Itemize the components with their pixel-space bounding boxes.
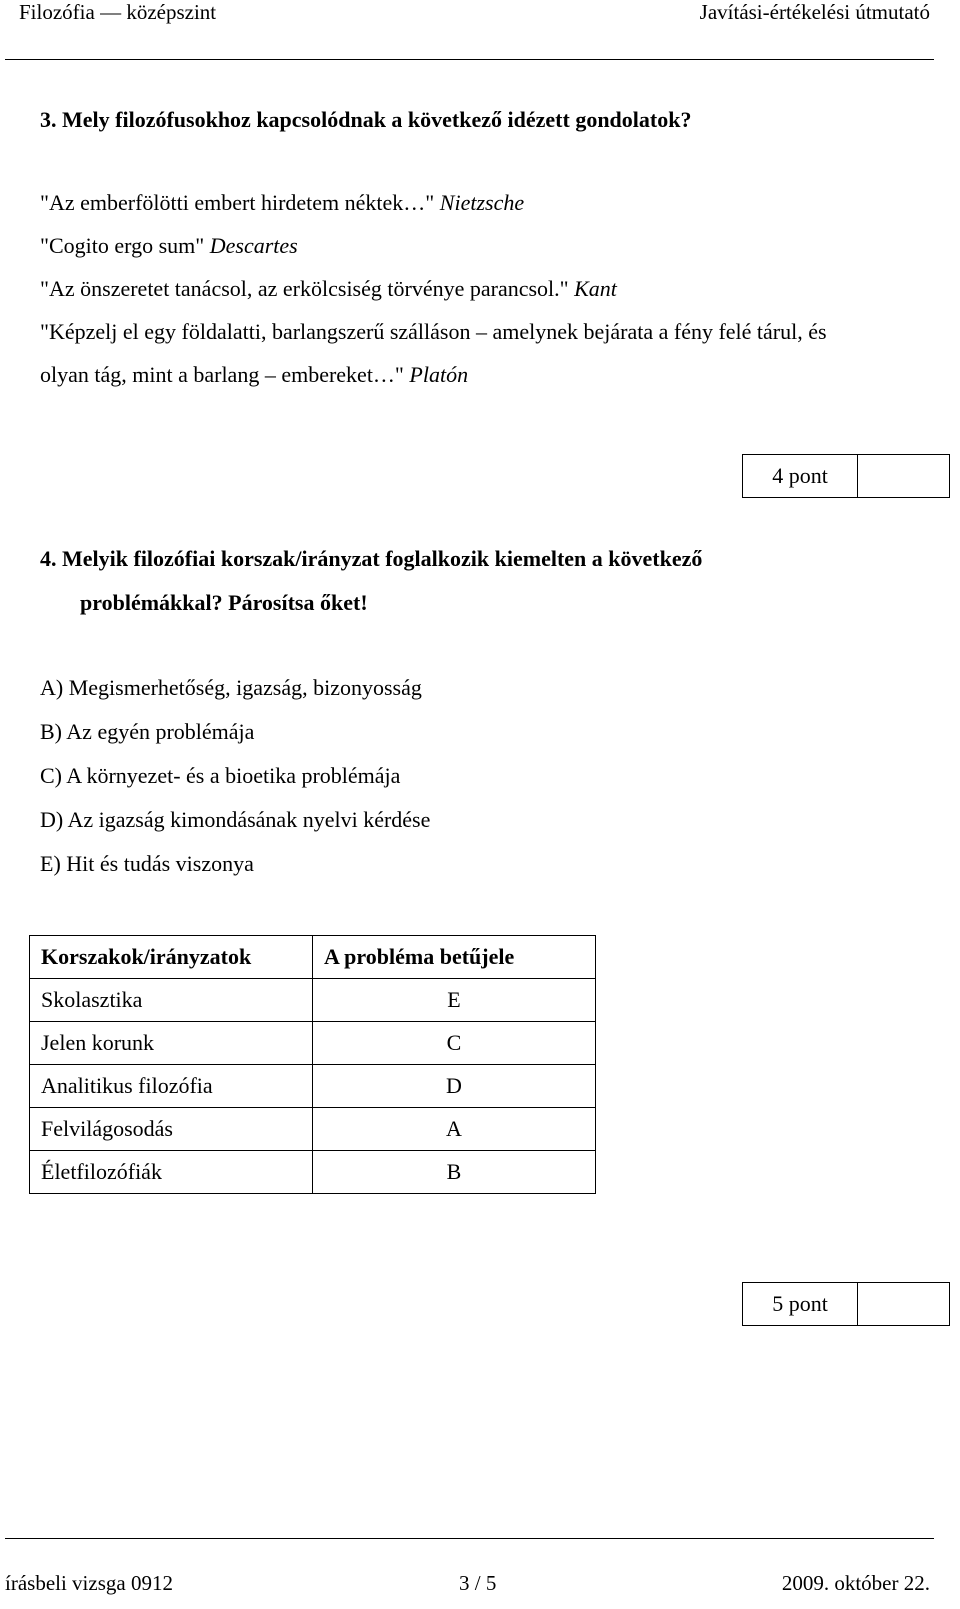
option-e: E) Hit és tudás viszonya	[40, 851, 254, 876]
quote-author: Nietzsche	[439, 190, 525, 215]
footer-exam-code: írásbeli vizsga 0912	[5, 1571, 173, 1595]
quote-descartes	[40, 233, 298, 259]
table-row	[30, 1151, 596, 1194]
footer-page-number: 3 / 5	[459, 1571, 497, 1595]
table-header-letter: A probléma betűjele	[313, 936, 596, 979]
q3-points-label: 4 pont	[743, 455, 858, 497]
q3-score-field[interactable]	[858, 455, 949, 497]
letter-cell: C	[313, 1022, 596, 1065]
period-cell: Életfilozófiák	[30, 1151, 313, 1194]
table-header-row	[30, 936, 596, 979]
quote-text: "Cogito ergo sum"	[40, 233, 210, 258]
footer-rule	[5, 1538, 934, 1539]
header-doc-type: Javítási-értékelési útmutató	[699, 0, 930, 24]
footer-date: 2009. október 22.	[781, 1571, 930, 1595]
letter-cell: B	[313, 1151, 596, 1194]
option-b: B) Az egyén problémája	[40, 719, 255, 744]
table-row	[30, 1108, 596, 1151]
option-d: D) Az igazság kimondásának nyelvi kérdése	[40, 807, 431, 832]
quote-author: Platón	[409, 362, 469, 387]
period-cell: Skolasztika	[30, 979, 313, 1022]
quote-text: "Az emberfölötti embert hirdetem néktek…"	[40, 190, 440, 215]
quote-author: Kant	[574, 276, 617, 301]
quote-nietzsche	[40, 190, 524, 216]
quote-platon-line2	[40, 362, 468, 388]
q4-points-box	[742, 1282, 950, 1326]
table-row	[30, 979, 596, 1022]
header-rule	[5, 59, 934, 60]
quote-text: olyan tág, mint a barlang – embereket…"	[40, 362, 410, 387]
q4-score-field[interactable]	[858, 1283, 949, 1325]
letter-cell: A	[313, 1108, 596, 1151]
quote-author: Descartes	[209, 233, 298, 258]
letter-cell: E	[313, 979, 596, 1022]
quote-platon-line1: "Képzelj el egy földalatti, barlangszerű szálláson – amelynek bejárata a fény felé tárul, és	[40, 319, 827, 344]
matching-table	[29, 935, 596, 1194]
period-cell: Analitikus filozófia	[30, 1065, 313, 1108]
header-subject: Filozófia — középszint	[19, 0, 217, 24]
q3-points-box	[742, 454, 950, 498]
question-4-title-line2: problémákkal? Párosítsa őket!	[80, 590, 368, 615]
table-row	[30, 1065, 596, 1108]
quote-text: "Az önszeretet tanácsol, az erkölcsiség törvénye parancsol."	[40, 276, 575, 301]
option-c: C) A környezet- és a bioetika problémája	[40, 763, 401, 788]
period-cell: Jelen korunk	[30, 1022, 313, 1065]
table-row	[30, 1022, 596, 1065]
q4-points-label: 5 pont	[743, 1283, 858, 1325]
letter-cell: D	[313, 1065, 596, 1108]
question-4-title-line1: 4. Melyik filozófiai korszak/irányzat foglalkozik kiemelten a következő	[40, 546, 703, 571]
option-a: A) Megismerhetőség, igazság, bizonyosság	[40, 675, 422, 700]
question-3-title: 3. Mely filozófusokhoz kapcsolódnak a következő idézett gondolatok?	[40, 107, 692, 132]
table-header-period: Korszakok/irányzatok	[30, 936, 313, 979]
quote-kant	[40, 276, 617, 302]
period-cell: Felvilágosodás	[30, 1108, 313, 1151]
